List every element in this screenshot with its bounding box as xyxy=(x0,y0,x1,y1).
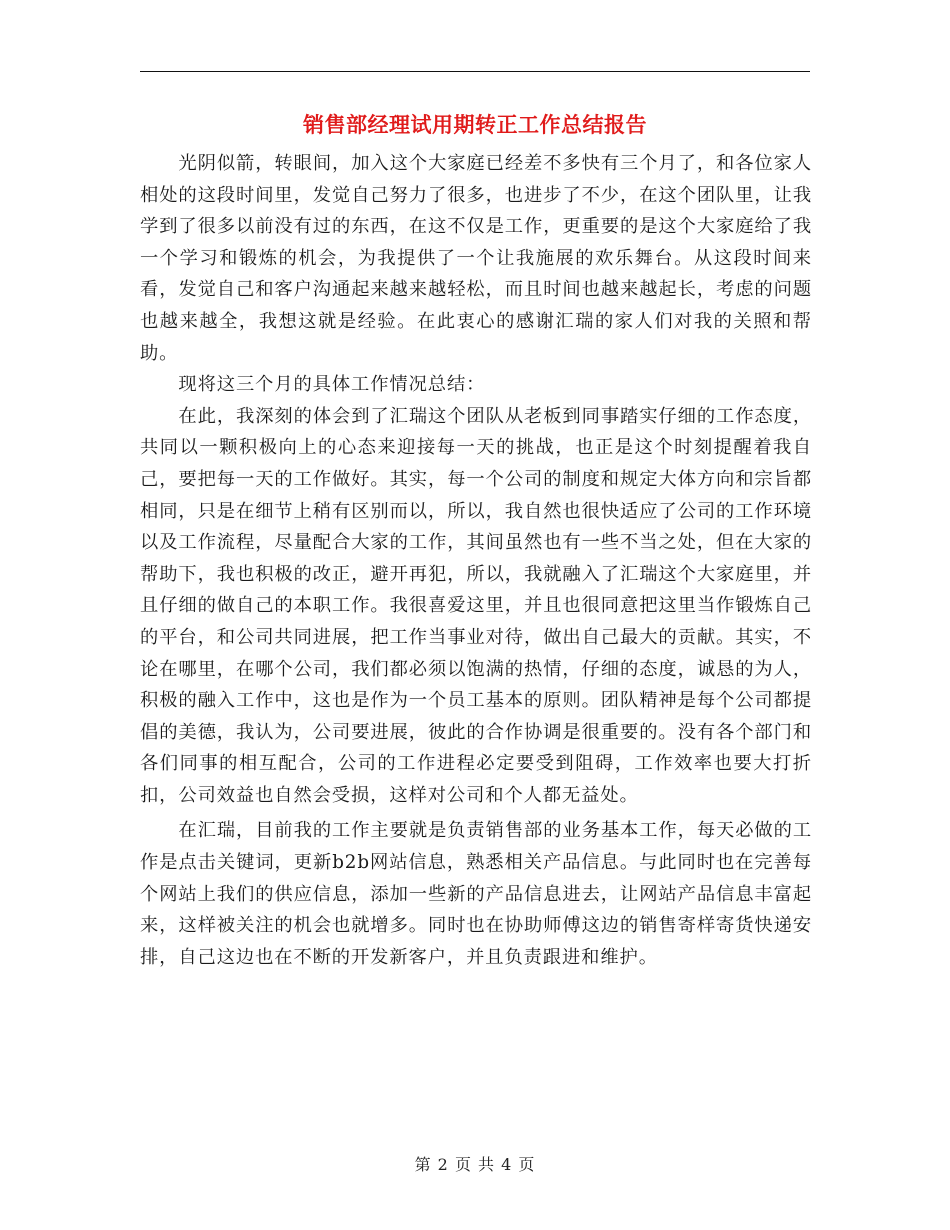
document-title: 销售部经理试用期转正工作总结报告 xyxy=(303,113,647,137)
paragraph-summary-lead: 现将这三个月的具体工作情况总结： xyxy=(178,374,486,396)
page-footer: 第 2 页 共 4 页 xyxy=(414,1155,536,1174)
paragraph-teamwork: 在此，我深刻的体会到了汇瑞这个团队从老板到同事踏实仔细的工作态度，共同以一颗积极向上的心态来迎接每一天的挑战，也正是这个时刻提醒着我自己，要把每一天的工作做好。其实，每一个公司的制度和规定大体方向和宗旨都相同，只是在细节上稍有区别而以，所以，我自然也很快适应了公司的工作环境以及工作流程，尽量配合大家的工作，其间虽然也有一些不当之处，但在大家的帮助下，我也积极的改正，避开再犯，所以，我就融入了汇瑞这个大家庭里，并且仔细的做自己的本职工作。我很喜爱这里，并且也很同意把这里当作锻炼自己的平台，和公司共同进展，把工作当事业对待，做出自己最大的贡献。其实，不论在哪里，在哪个公司，我们都必须以饱满的热情，仔细的态度，诚恳的为人，积极的融入工作中，这也是作为一个员工基本的原则。团队精神是每个公司都提倡的美德，我认为，公司要进展，彼此的合作协调是很重要的。没有各个部门和各们同事的相互配合，公司的工作进程必定要受到阻碍，工作效率也要大打折扣，公司效益也自然会受损，这样对公司和个人都无益处。 xyxy=(140,405,812,806)
document-body xyxy=(140,148,812,973)
paragraph-intro: 光阴似箭，转眼间，加入这个大家庭已经差不多快有三个月了，和各位家人相处的这段时间里，发觉自己努力了很多，也进步了不少，在这个团队里，让我学到了很多以前没有过的东西，在这不仅是工作，更重要的是这个大家庭给了我一个学习和锻炼的机会，为我提供了一个让我施展的欢乐舞台。从这段时间来看，发觉自己和客户沟通起来越来越轻松，而且时间也越来越起长，考虑的问题也越来越全，我想这就是经验。在此衷心的感谢汇瑞的家人们对我的关照和帮助。 xyxy=(140,153,812,364)
header-rule xyxy=(140,71,810,72)
paragraph-work-duties: 在汇瑞，目前我的工作主要就是负责销售部的业务基本工作，每天必做的工作是点击关键词，更新b2b网站信息，熟悉相关产品信息。与此同时也在完善每个网站上我们的供应信息，添加一些新的产品信息进去，让网站产品信息丰富起来，这样被关注的机会也就增多。同时也在协助师傅这边的销售寄样寄货快递安排，自己这边也在不断的开发新客户，并且负责跟进和维护。 xyxy=(140,820,812,968)
